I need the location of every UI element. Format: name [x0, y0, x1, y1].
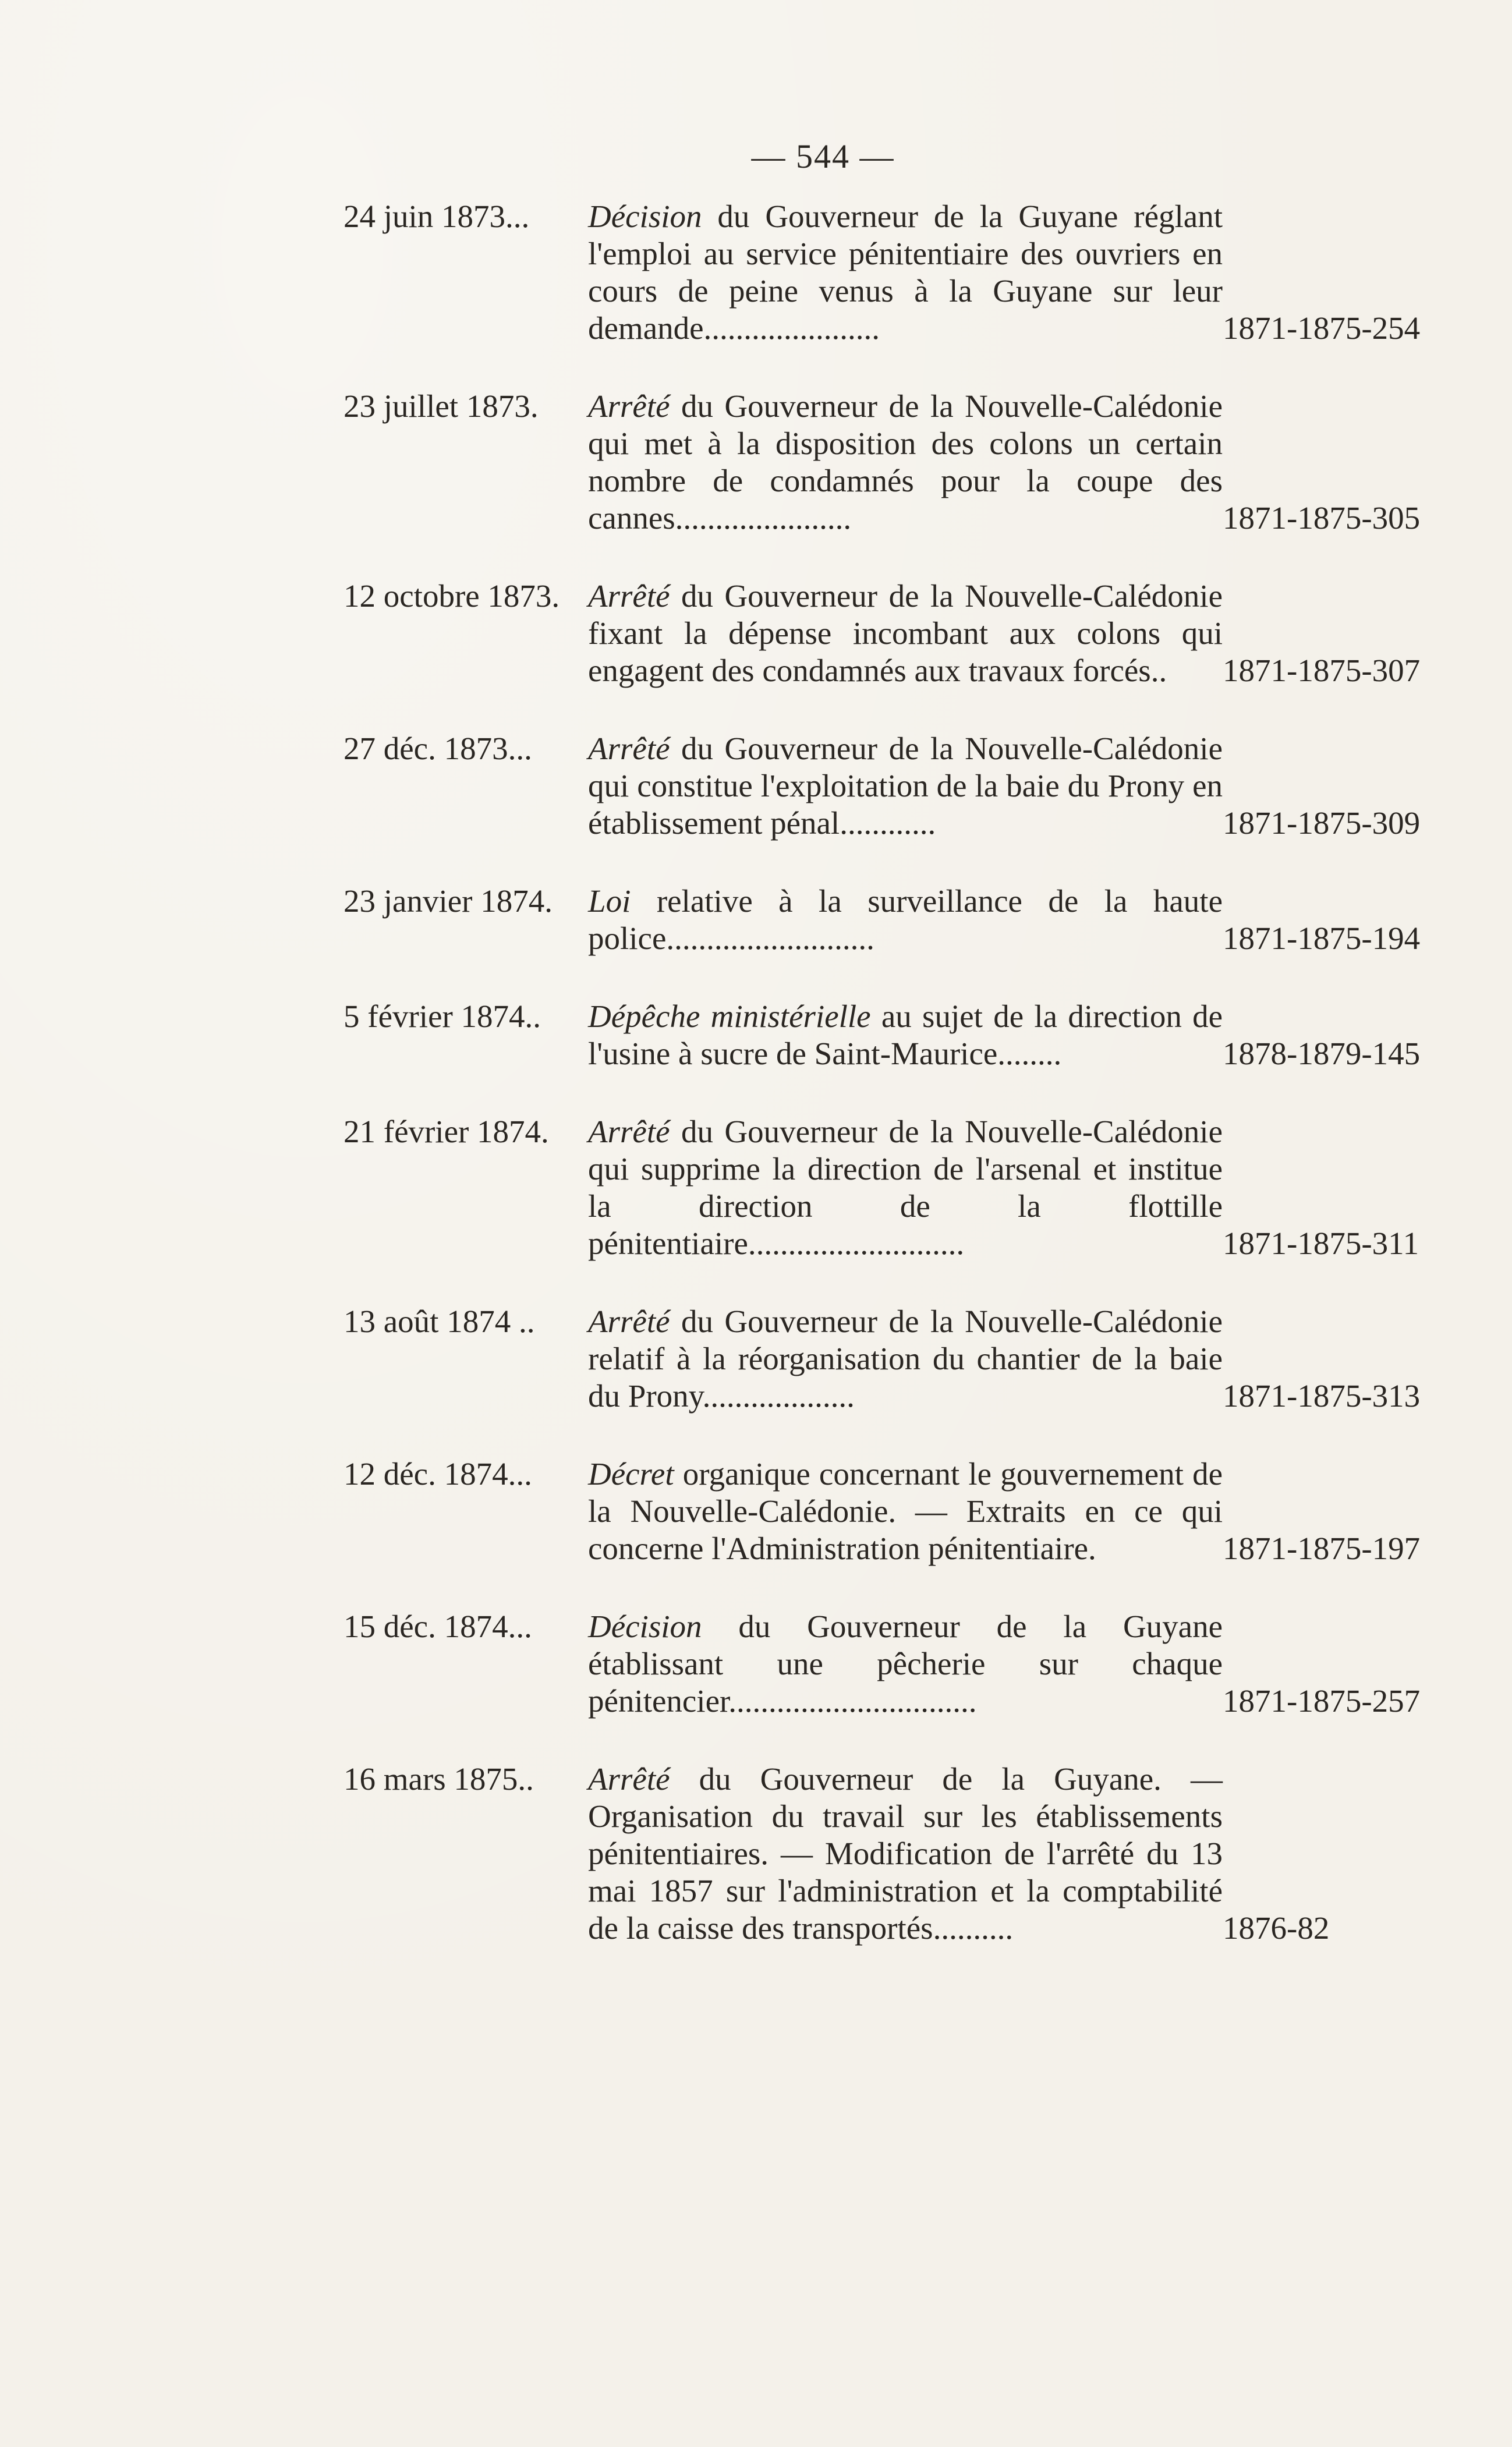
entry-reference: 1871-1875-307	[1223, 653, 1421, 688]
entry-date: 24 juin 1873...	[344, 199, 530, 234]
entry-description: du Gouverneur de la Guyane établissant une pêcherie sur chaque pénitencier	[588, 1609, 1223, 1719]
entry-lead-word: Arrêté	[588, 1114, 670, 1149]
entry-text: Arrêté du Gouverneur de la Nouvelle-Calédonie qui constitue l'exploitation de la baie du Prony en établissement pénal............	[588, 731, 1223, 841]
entry-lead-word: Décision	[588, 1609, 702, 1644]
entry-reference: 1871-1875-305	[1223, 500, 1421, 536]
entry-lead-word: Arrêté	[588, 1304, 670, 1339]
entry-description: du Gouverneur de la Guyane. — Organisation du travail sur les établissements pénitentiaires. — Modification de l'arrêté du 13 mai 1857 sur l'administration et la comptabilité de la caisse des transportés	[588, 1761, 1223, 1946]
entry-description: du Gouverneur de la Guyane réglant l'emploi au service pénitentiaire des ouvriers en cours de peine venus à la Guyane sur leur demande	[588, 199, 1223, 346]
entry-lead-word: Décret	[588, 1456, 674, 1492]
entry-reference: 1876-82	[1223, 1910, 1330, 1946]
list-item	[344, 1303, 1456, 1415]
entry-text: Décision du Gouverneur de la Guyane établissant une pêcherie sur chaque pénitencier...............................	[588, 1609, 1223, 1719]
entry-reference: 1871-1875-311	[1223, 1226, 1419, 1261]
list-item	[344, 1608, 1456, 1720]
entry-reference: 1878-1879-145	[1223, 1036, 1421, 1071]
entry-lead-word: Arrêté	[588, 731, 670, 766]
list-item	[344, 883, 1456, 957]
entry-date: 21 février 1874.	[344, 1114, 549, 1149]
entry-text: Arrêté du Gouverneur de la Nouvelle-Calédonie relatif à la réorganisation du chantier de la baie du Prony...................	[588, 1304, 1223, 1414]
entry-text: Arrêté du Gouverneur de la Nouvelle-Calédonie qui met à la disposition des colons un certain nombre de condamnés pour la coupe des cannes......................	[588, 388, 1223, 536]
entry-description: du Gouverneur de la Nouvelle-Calédonie fixant la dépense incombant aux colons qui engagent des condamnés aux travaux forcés	[588, 578, 1223, 688]
entry-text: Décision du Gouverneur de la Guyane réglant l'emploi au service pénitentiaire des ouvriers en cours de peine venus à la Guyane sur leur demande......................	[588, 199, 1223, 346]
entry-date: 16 mars 1875..	[344, 1761, 534, 1797]
entry-date: 23 janvier 1874.	[344, 883, 553, 919]
list-item	[344, 998, 1456, 1072]
entry-text: Arrêté du Gouverneur de la Nouvelle-Calédonie fixant la dépense incombant aux colons qui engagent des condamnés aux travaux forcés..	[588, 578, 1223, 688]
entry-text: Arrêté du Gouverneur de la Guyane. — Organisation du travail sur les établissements pénitentiaires. — Modification de l'arrêté du 13 mai 1857 sur l'administration et la comptabilité de la caisse des transportés..........	[588, 1761, 1223, 1946]
list-item	[344, 388, 1456, 537]
entry-description: relative à la surveillance de la haute police	[588, 883, 1223, 956]
entry-description: du Gouverneur de la Nouvelle-Calédonie relatif à la réorganisation du chantier de la baie du Prony	[588, 1304, 1223, 1414]
entry-description: organique concernant le gouvernement de la Nouvelle-Calédonie. — Extraits en ce qui concerne l'Administration pénitentiaire.	[588, 1456, 1223, 1566]
list-item	[344, 578, 1456, 689]
entry-reference: 1871-1875-313	[1223, 1378, 1421, 1414]
entry-date: 5 février 1874..	[344, 998, 541, 1034]
entry-text: Dépêche ministérielle au sujet de la direction de l'usine à sucre de Saint-Maurice........	[588, 998, 1223, 1071]
entry-date: 27 déc. 1873...	[344, 731, 532, 766]
list-item	[344, 198, 1456, 347]
entry-reference: 1871-1875-197	[1223, 1531, 1421, 1566]
entry-lead-word: Décision	[588, 199, 702, 234]
entry-description: du Gouverneur de la Nouvelle-Calédonie qui constitue l'exploitation de la baie du Prony en établissement pénal	[588, 731, 1223, 841]
entry-date: 12 déc. 1874...	[344, 1456, 532, 1492]
list-item	[344, 730, 1456, 842]
entry-text: Loi relative à la surveillance de la haute police..........................	[588, 883, 1223, 956]
list-item	[344, 1456, 1456, 1567]
entry-date: 15 déc. 1874...	[344, 1609, 532, 1644]
entry-date: 23 juillet 1873.	[344, 388, 539, 424]
entry-text	[588, 1456, 1223, 1567]
entry-lead-word: Arrêté	[588, 388, 670, 424]
entry-reference: 1871-1875-194	[1223, 920, 1421, 956]
entry-date: 12 octobre 1873.	[344, 578, 560, 614]
entry-lead-word: Arrêté	[588, 578, 670, 614]
entry-reference: 1871-1875-254	[1223, 310, 1421, 346]
list-item	[344, 1113, 1456, 1262]
entry-description: au sujet de la direction de l'usine à sucre de Saint-Maurice	[588, 998, 1223, 1071]
entry-text: Arrêté du Gouverneur de la Nouvelle-Calédonie qui supprime la direction de l'arsenal et institue la direction de la flottille pénitentiaire...........................	[588, 1114, 1223, 1261]
page-number: — 544 —	[751, 137, 895, 175]
list-item	[344, 1761, 1456, 1947]
entry-description: du Gouverneur de la Nouvelle-Calédonie qui met à la disposition des colons un certain nombre de condamnés pour la coupe des cannes	[588, 388, 1223, 536]
entry-date: 13 août 1874 ..	[344, 1304, 535, 1339]
entry-description: du Gouverneur de la Nouvelle-Calédonie qui supprime la direction de l'arsenal et institue la direction de la flottille pénitentiaire	[588, 1114, 1223, 1261]
chronological-index	[344, 198, 1456, 1988]
entry-lead-word: Dépêche ministérielle	[588, 998, 871, 1034]
entry-lead-word: Loi	[588, 883, 631, 919]
entry-lead-word: Arrêté	[588, 1761, 670, 1797]
entry-reference: 1871-1875-309	[1223, 805, 1421, 841]
entry-reference: 1871-1875-257	[1223, 1683, 1421, 1719]
